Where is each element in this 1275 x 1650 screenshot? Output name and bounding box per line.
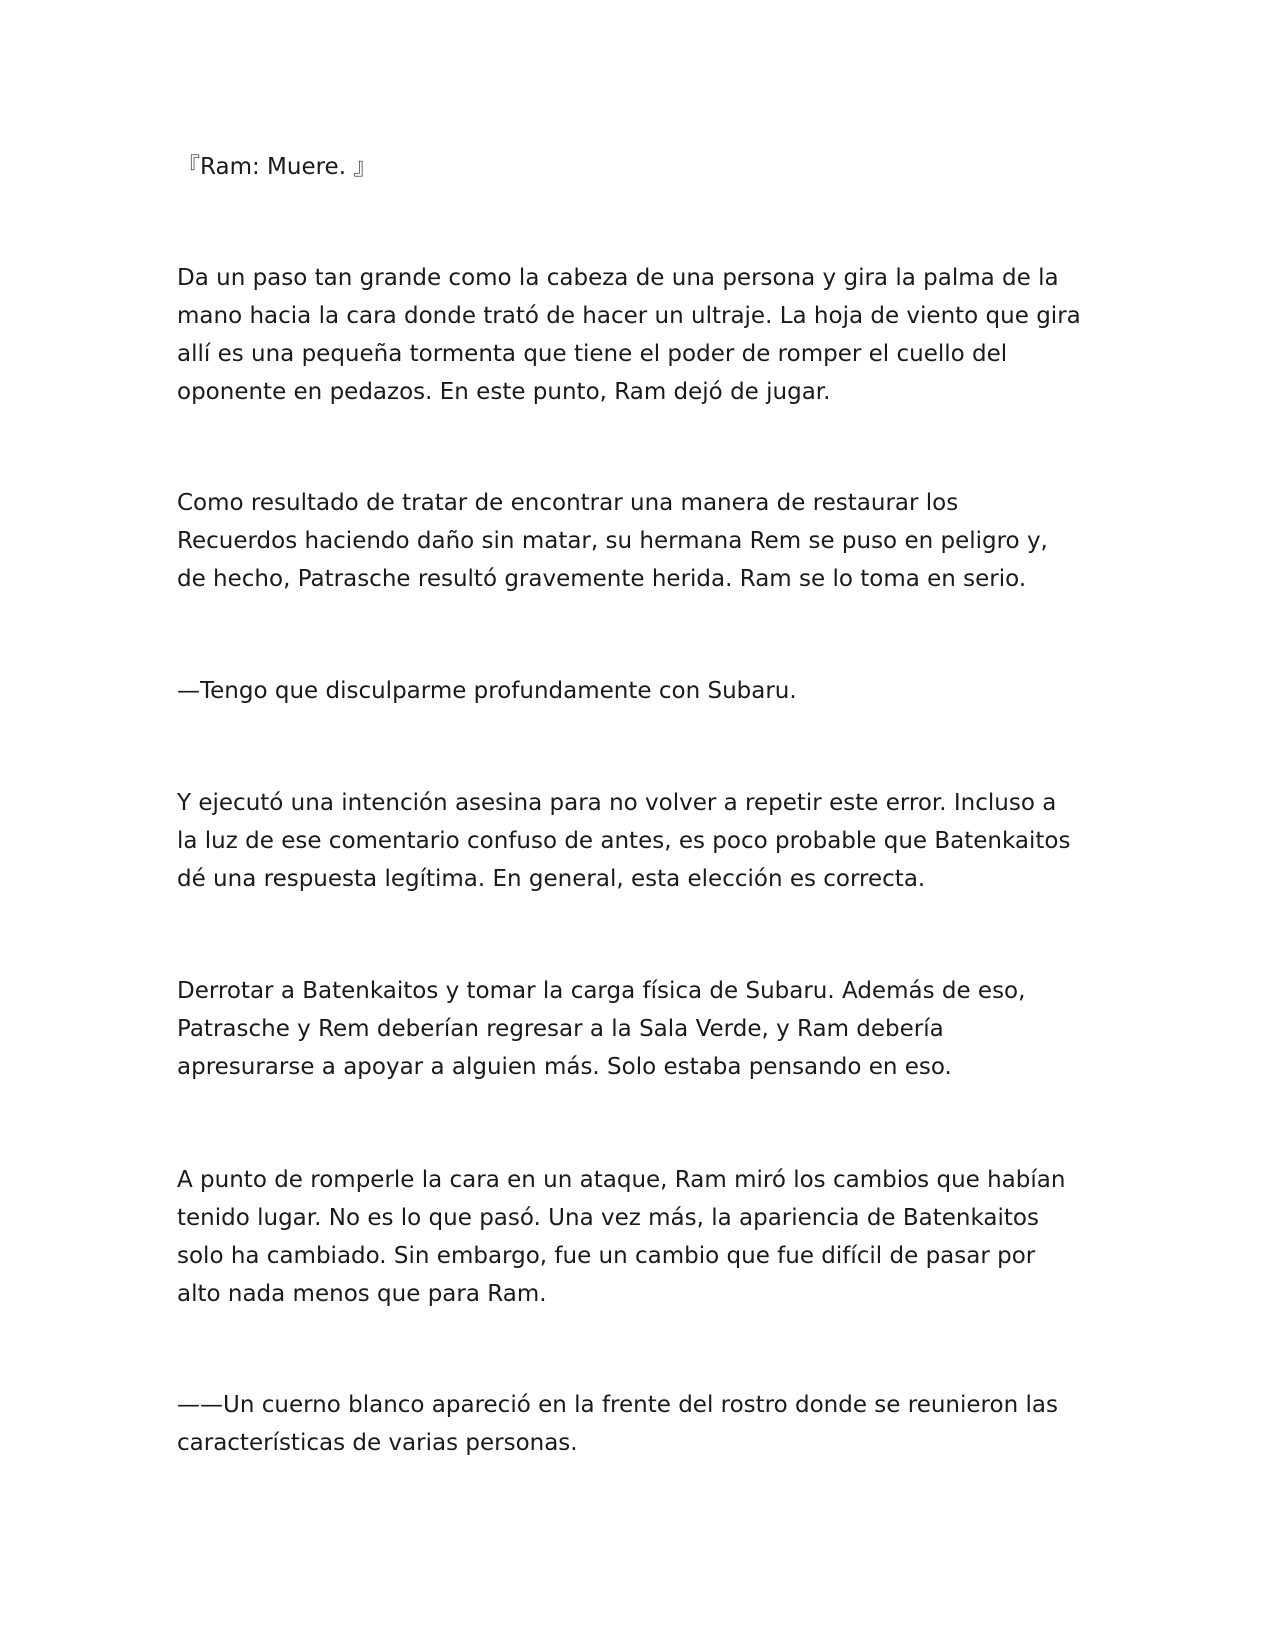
paragraph-change bbox=[177, 1161, 1107, 1313]
paragraph-ram-dialogue bbox=[177, 148, 1107, 186]
text-line: Como resultado de tratar de encontrar una manera de restaurar los bbox=[177, 490, 959, 516]
paragraph-white-horn bbox=[177, 1386, 1107, 1462]
text-line: apresurarse a apoyar a alguien más. Solo estaba pensando en eso. bbox=[177, 1054, 952, 1080]
text-line: allí es una pequeña tormenta que tiene el poder de romper el cuello del bbox=[177, 341, 1008, 367]
text-line: 『Ram: Muere. 』 bbox=[177, 154, 377, 180]
text-line: —Tengo que disculparme profundamente con Subaru. bbox=[177, 678, 797, 704]
text-line: mano hacia la cara donde trató de hacer un ultraje. La hoja de viento que gira bbox=[177, 303, 1081, 329]
paragraph-wind-blade bbox=[177, 259, 1107, 411]
text-line: oponente en pedazos. En este punto, Ram dejó de jugar. bbox=[177, 379, 831, 405]
text-line: alto nada menos que para Ram. bbox=[177, 1281, 547, 1307]
text-line: Y ejecutó una intención asesina para no volver a repetir este error. Incluso a bbox=[177, 790, 1057, 816]
paragraph-apology bbox=[177, 672, 1107, 710]
text-line: dé una respuesta legítima. En general, esta elección es correcta. bbox=[177, 866, 926, 892]
text-line: Da un paso tan grande como la cabeza de una persona y gira la palma de la bbox=[177, 265, 1059, 291]
paragraph-intent bbox=[177, 784, 1107, 898]
text-line: tenido lugar. No es lo que pasó. Una vez más, la apariencia de Batenkaitos bbox=[177, 1205, 1039, 1231]
text-line: características de varias personas. bbox=[177, 1430, 578, 1456]
text-line: Patrasche y Rem deberían regresar a la Sala Verde, y Ram debería bbox=[177, 1016, 944, 1042]
text-line: A punto de romperle la cara en un ataque, Ram miró los cambios que habían bbox=[177, 1167, 1066, 1193]
paragraph-plan bbox=[177, 972, 1107, 1086]
text-line: de hecho, Patrasche resultó gravemente herida. Ram se lo toma en serio. bbox=[177, 566, 1027, 592]
text-line: ——Un cuerno blanco apareció en la frente del rostro donde se reunieron las bbox=[177, 1392, 1058, 1418]
text-line: la luz de ese comentario confuso de antes, es poco probable que Batenkaitos bbox=[177, 828, 1071, 854]
paragraph-consequence bbox=[177, 484, 1107, 598]
text-line: Derrotar a Batenkaitos y tomar la carga física de Subaru. Además de eso, bbox=[177, 978, 1026, 1004]
text-line: Recuerdos haciendo daño sin matar, su hermana Rem se puso en peligro y, bbox=[177, 528, 1048, 554]
text-line: solo ha cambiado. Sin embargo, fue un cambio que fue difícil de pasar por bbox=[177, 1243, 1036, 1269]
